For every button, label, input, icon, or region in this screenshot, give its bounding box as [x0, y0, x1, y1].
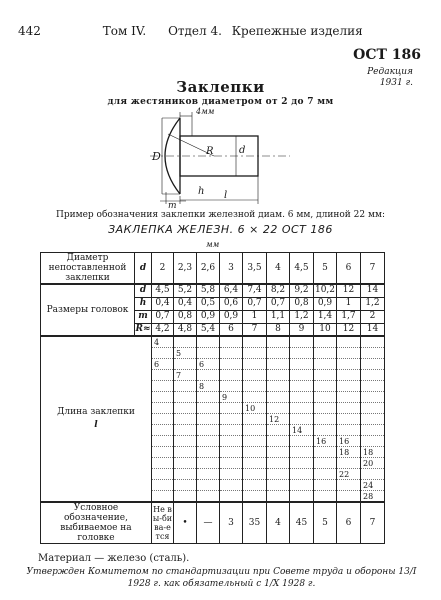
marking-value: —: [197, 502, 220, 544]
length-value: [337, 403, 361, 414]
length-value: [314, 348, 337, 359]
length-value: [243, 381, 267, 392]
length-value: [152, 469, 174, 480]
approval-note: Утвержден Комитетом по стандартизации при Совете труда и обороны 13/I 1928 г. как обязательный с 1/X 1928 г.: [26, 567, 417, 589]
head-dimension-value: 8: [267, 323, 290, 336]
length-value: [174, 469, 197, 480]
length-value: [337, 370, 361, 381]
length-value: [243, 370, 267, 381]
head-dimension-value: 9: [290, 323, 314, 336]
rivet-spec-table: [40, 252, 385, 544]
length-value: [220, 348, 243, 359]
head-dimension-value: 12: [337, 323, 361, 336]
length-value: [267, 370, 290, 381]
label-D: D: [152, 150, 161, 163]
length-value: [290, 392, 314, 403]
length-value: [174, 480, 197, 491]
length-value: [314, 392, 337, 403]
length-value: [314, 480, 337, 491]
length-value: 14: [290, 425, 314, 436]
length-value: [361, 469, 385, 480]
length-value: [314, 491, 337, 503]
volume-label: Том IV.: [102, 24, 147, 38]
length-value: [361, 425, 385, 436]
example-designation: ЗАКЛЕПКА ЖЕЛЕЗН. 6 × 22 ОСТ 186: [108, 223, 333, 236]
length-value: [197, 458, 220, 469]
length-value: [290, 381, 314, 392]
head-dimension-value: 2: [361, 310, 385, 323]
head-dimension-symbol: m: [135, 310, 152, 323]
label-m: m: [168, 201, 177, 208]
length-value: [314, 370, 337, 381]
diameter-value: 3,5: [243, 253, 267, 285]
section-label: Отдел 4.: [168, 24, 222, 38]
length-value: [267, 458, 290, 469]
marking-value: 3: [220, 502, 243, 544]
length-value: [197, 491, 220, 503]
length-value: [174, 447, 197, 458]
head-dimension-value: 0,8: [174, 310, 197, 323]
length-value: [152, 491, 174, 503]
length-value: 4: [152, 336, 174, 348]
head-dimension-value: 1: [243, 310, 267, 323]
length-value: [314, 425, 337, 436]
length-value: [337, 425, 361, 436]
head-dimension-value: 0,9: [314, 297, 337, 310]
length-value: [290, 447, 314, 458]
length-value: [152, 403, 174, 414]
length-value: [361, 336, 385, 348]
length-value: [290, 359, 314, 370]
head-dimension-symbol: R≈: [135, 323, 152, 336]
marking-value: 7: [361, 502, 385, 544]
length-value: [290, 458, 314, 469]
head-dimension-value: 0,9: [197, 310, 220, 323]
length-value: [220, 403, 243, 414]
length-value: [361, 359, 385, 370]
label-l: l: [224, 190, 228, 201]
marking-value: 5: [314, 502, 337, 544]
length-value: [152, 447, 174, 458]
length-value: [290, 491, 314, 503]
units-label: мм: [206, 240, 220, 249]
length-value: [337, 392, 361, 403]
head-dimension-value: 1,4: [314, 310, 337, 323]
length-value: [174, 359, 197, 370]
length-value: 6: [197, 359, 220, 370]
length-value: 16: [337, 436, 361, 447]
head-dimension-value: 14: [361, 284, 385, 297]
marking-value: •: [174, 502, 197, 544]
head-dimension-value: 0,4: [174, 297, 197, 310]
diameter-value: 2,6: [197, 253, 220, 285]
length-value: [337, 414, 361, 425]
length-value: [197, 480, 220, 491]
length-value: 24: [361, 480, 385, 491]
length-value: [197, 392, 220, 403]
length-value: [220, 425, 243, 436]
length-value: [220, 414, 243, 425]
length-value: [220, 370, 243, 381]
length-value: [152, 436, 174, 447]
length-value: [314, 336, 337, 348]
head-dimension-value: 4,8: [174, 323, 197, 336]
head-dimension-value: 0,7: [152, 310, 174, 323]
length-value: [290, 469, 314, 480]
length-value: [197, 436, 220, 447]
edition-label: Редакция: [367, 67, 413, 77]
length-value: 22: [337, 469, 361, 480]
length-value: [361, 392, 385, 403]
length-value: [267, 425, 290, 436]
length-value: [314, 458, 337, 469]
diameter-value: 4: [267, 253, 290, 285]
length-value: [243, 414, 267, 425]
length-value: [152, 458, 174, 469]
length-value: [152, 425, 174, 436]
length-value: [174, 392, 197, 403]
marking-label: Условное обозначение, выбиваемое на головке: [41, 502, 152, 544]
length-value: [197, 447, 220, 458]
length-value: [267, 359, 290, 370]
head-dimension-value: 6,4: [220, 284, 243, 297]
length-value: [337, 381, 361, 392]
length-value: [267, 336, 290, 348]
length-value: [220, 458, 243, 469]
length-value: [267, 447, 290, 458]
length-value: [314, 414, 337, 425]
length-value: [337, 359, 361, 370]
diameter-value: 7: [361, 253, 385, 285]
length-value: [243, 491, 267, 503]
length-value: [361, 436, 385, 447]
length-value: [174, 414, 197, 425]
length-value: [290, 436, 314, 447]
length-label: [41, 336, 152, 502]
head-dimension-value: 1,2: [361, 297, 385, 310]
length-value: 6: [152, 359, 174, 370]
head-dimension-value: 9,2: [290, 284, 314, 297]
length-value: 18: [361, 447, 385, 458]
diameter-value: 2,3: [174, 253, 197, 285]
diameter-value: 3: [220, 253, 243, 285]
label-d: d: [239, 145, 246, 156]
length-value: [267, 381, 290, 392]
label-4mm: 4мм: [196, 107, 215, 116]
length-value: [152, 381, 174, 392]
diameter-value: 6: [337, 253, 361, 285]
length-value: [267, 436, 290, 447]
head-dimension-value: 8,2: [267, 284, 290, 297]
section-title: Крепежные изделия: [231, 24, 363, 38]
length-value: [267, 491, 290, 503]
length-value: [243, 425, 267, 436]
length-symbol: l: [94, 420, 98, 430]
length-value: [267, 348, 290, 359]
length-value: [314, 447, 337, 458]
head-dimension-value: 5,4: [197, 323, 220, 336]
length-value: 20: [361, 458, 385, 469]
length-value: [197, 469, 220, 480]
length-value: 10: [243, 403, 267, 414]
head-dimension-value: 0,6: [220, 297, 243, 310]
head-dimension-row: [41, 284, 385, 297]
length-value: [290, 348, 314, 359]
length-value: [337, 458, 361, 469]
head-dimension-value: 10: [314, 323, 337, 336]
head-dimension-value: 0,4: [152, 297, 174, 310]
length-value: [361, 403, 385, 414]
length-value: 7: [174, 370, 197, 381]
length-value: [267, 480, 290, 491]
length-value: [243, 447, 267, 458]
standard-code: ОСТ 186: [353, 47, 421, 63]
length-row: [41, 336, 385, 348]
label-R: R: [206, 146, 214, 157]
diameter-symbol: d: [135, 253, 152, 285]
head-dimension-value: 1,2: [290, 310, 314, 323]
length-value: [174, 491, 197, 503]
length-value: [337, 491, 361, 503]
length-value: [290, 370, 314, 381]
length-value: [361, 381, 385, 392]
head-dimension-value: 4,2: [152, 323, 174, 336]
marking-value: Не вы-бива-ется: [152, 502, 174, 544]
length-value: [243, 348, 267, 359]
head-dimension-value: 12: [337, 284, 361, 297]
marking-value: 45: [290, 502, 314, 544]
length-value: [290, 336, 314, 348]
length-value: 9: [220, 392, 243, 403]
length-value: [174, 403, 197, 414]
head-dimension-value: 14: [361, 323, 385, 336]
length-value: [152, 348, 174, 359]
head-dimensions-label: Размеры головок: [41, 284, 135, 336]
length-value: [243, 336, 267, 348]
running-header: [18, 24, 381, 38]
length-value: 16: [314, 436, 337, 447]
length-value: [174, 458, 197, 469]
page-number: 442: [18, 24, 41, 38]
head-dimension-value: 5,2: [174, 284, 197, 297]
label-h: h: [198, 186, 205, 197]
head-dimension-value: 1: [337, 297, 361, 310]
head-dimension-value: 5,8: [197, 284, 220, 297]
length-value: [197, 414, 220, 425]
length-value: [220, 336, 243, 348]
marking-row: [41, 502, 385, 544]
example-caption: Пример обозначения заклепки железной диам. 6 мм, длиной 22 мм:: [56, 210, 385, 220]
length-value: [337, 480, 361, 491]
head-dimension-value: 10,2: [314, 285, 336, 296]
diameter-value: 4,5: [290, 253, 314, 285]
head-dimension-value: 6: [220, 323, 243, 336]
length-value: [267, 403, 290, 414]
table-body: [41, 253, 385, 544]
length-value: [152, 414, 174, 425]
length-value: [243, 469, 267, 480]
head-dimension-value: 0,9: [220, 310, 243, 323]
length-value: [314, 359, 337, 370]
length-value: [243, 480, 267, 491]
length-value: [197, 336, 220, 348]
length-value: [267, 469, 290, 480]
material-note: Материал — железо (сталь).: [38, 553, 190, 564]
length-value: [220, 491, 243, 503]
length-value: 12: [267, 414, 290, 425]
length-value: [243, 436, 267, 447]
length-value: 5: [174, 348, 197, 359]
length-value: [197, 370, 220, 381]
length-value: [174, 425, 197, 436]
length-value: [243, 458, 267, 469]
length-value: [314, 403, 337, 414]
head-dimension-value: 0,7: [267, 297, 290, 310]
length-value: [197, 348, 220, 359]
page-title: Заклепки: [176, 78, 265, 96]
length-value: [361, 348, 385, 359]
length-value: [174, 381, 197, 392]
marking-value: 35: [243, 502, 267, 544]
length-value: 8: [197, 381, 220, 392]
length-value: [337, 348, 361, 359]
length-value: [290, 403, 314, 414]
page-subtitle: для жестяников диаметром от 2 до 7 мм: [107, 97, 334, 107]
length-value: [152, 480, 174, 491]
length-value: [197, 403, 220, 414]
length-value: [220, 447, 243, 458]
head-dimension-value: 1,7: [337, 310, 361, 323]
head-dimension-value: 7,4: [243, 284, 267, 297]
head-dimension-value: 0,5: [197, 297, 220, 310]
length-value: [174, 436, 197, 447]
length-value: [220, 436, 243, 447]
length-value: 28: [361, 491, 385, 503]
length-value: [197, 425, 220, 436]
length-value: [314, 469, 337, 480]
head-dimension-symbol: d: [135, 284, 152, 297]
length-value: [267, 392, 290, 403]
length-value: [243, 392, 267, 403]
length-value: 18: [337, 447, 361, 458]
length-value: [314, 381, 337, 392]
length-value: [220, 469, 243, 480]
head-dimension-value: 0,7: [243, 297, 267, 310]
length-value: [220, 359, 243, 370]
length-value: [337, 336, 361, 348]
head-dimension-symbol: h: [135, 297, 152, 310]
head-dimension-value: 4,5: [152, 284, 174, 297]
head-dimension-value: 7: [243, 323, 267, 336]
length-value: [220, 480, 243, 491]
length-value: [243, 359, 267, 370]
head-dimension-value: 1,1: [267, 310, 290, 323]
length-value: [220, 381, 243, 392]
length-value: [290, 414, 314, 425]
diameter-label: Диаметр непоставленной заклепки: [41, 253, 135, 285]
rivet-drawing: [140, 104, 300, 208]
length-value: [290, 480, 314, 491]
edition-year: 1931 г.: [379, 78, 413, 88]
marking-value: 4: [267, 502, 290, 544]
length-value: [152, 392, 174, 403]
diameter-value: 5: [314, 253, 337, 285]
length-value: [361, 414, 385, 425]
head-dimension-value: 0,8: [290, 297, 314, 310]
marking-value: 6: [337, 502, 361, 544]
length-label-text: Длина заклепки: [57, 407, 135, 417]
diameter-row: [41, 253, 385, 285]
length-value: [174, 336, 197, 348]
diameter-value: 2: [152, 253, 174, 285]
length-value: [361, 370, 385, 381]
length-value: [152, 370, 174, 381]
